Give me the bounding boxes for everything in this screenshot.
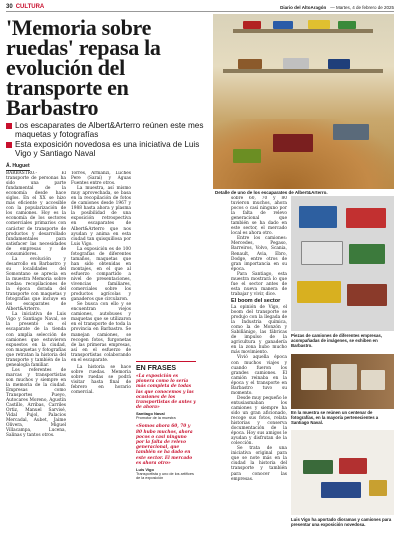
photo-caption: En la muestra se reúnen un centenar de fotografías, en la mayoría pertenecientes a Santiago Naval. (291, 410, 379, 425)
model-truck (347, 284, 387, 306)
subhead-text: Los escaparates de Albert&Arterro reúnen este mes maquetas y fotografías (15, 121, 204, 139)
subheads (6, 121, 206, 159)
paragraph: La historia se hace sobre ruedas. Memoria sobre ruedas se podrá visitar hasta final de febrero en horario comercial. (71, 364, 131, 396)
model-truck (238, 59, 262, 69)
truck-models-shelf-photo (291, 196, 394, 331)
issue-date: — Martes, 4 de febrero de 2025 (330, 4, 394, 10)
section-subtitle: El boom del sector (231, 297, 281, 304)
quote-author: Luis Vigo (136, 467, 154, 473)
model-truck (299, 206, 337, 228)
model-truck (303, 460, 333, 474)
model-truck (283, 58, 309, 69)
storefront-diorama-photo (213, 14, 394, 189)
paragraph: La exposición es de 100 fotografías de diferentes tamaños, maquetas que han sido obtenidas en montajes, en el que al esfuerzo compartido a nivel de presentaciones, vivencias familiares, comerciales sobre los productos agrícolas y ganaderos que circularon. (71, 246, 131, 303)
photo-caption: Luis Vigo ha aportado dioramas y camiones para presentar una exposición novedosa. (291, 517, 392, 527)
article-column-3 (231, 196, 287, 541)
byline: Á. Huguet (6, 163, 30, 169)
luis-vigo-dioramas-photo (291, 430, 394, 515)
paragraph: La opinión de Vigo, el boom del transporte se produjo con la llegada de la Industria química, como la de Monzón y Sabiñánigo, las fábricas de impulso de la agricultura y ganadería en la zona hubo mucho más movimiento. (231, 304, 287, 356)
paragraph: BARBASTRO.- El transporte de personas ha sido una parte fundamental de la economía desde hace siglos. En el XX se hizo más eficiente y accesible con la popularización de los camiones. Hoy es la economía de los sectores comerciales primarios con carácter de transporte de productos y desarrollado fundamentales para satisfacer las necesidades de empresas y de consumidores. (6, 171, 66, 257)
model-truck (328, 59, 350, 69)
article-column-1 (6, 171, 66, 536)
quote-role: Transportista y uno de los artífices de la exposición (136, 472, 194, 481)
quote-author: Santiago Naval (136, 411, 165, 417)
paragraph: Torres, Armanzi, Luches Pere (Saraí) y Aguas Fuentes entre otros. (71, 171, 131, 187)
paragraph: La evolución y desarrollo en Barbastro y su localidades del Somontano se aprecia en la muestra Memoria sobre ruedas: recopilaciones de la época dorada del transporte con maquetas y fotografías que incluye en los escaparates de Albert&Arterro. (6, 256, 66, 313)
shelf (223, 69, 383, 73)
bullet-square-icon (6, 142, 12, 148)
paragraph: sobre 60, 70 y 80 tuvieron muchos, ahora pocos o casi ninguno por la falta de relevo generacional que también se ha dado en este sector, el mercado local es ahora otro. (231, 196, 287, 237)
paragraph: Desde muy pequeño le entusiasmaban los camiones y siempre ha sido un gran aficionado, recoge sus fotos, relata historias y conserva documentación de la época. Hoy sus amigos le ayudan y disfrutan de la colección. (231, 395, 287, 447)
paragraph: Vivió aquella época con muchos viajes y cuando fueron los grandes camiones. El camión reinaba en la época y el transporte en Barbastro tuvo su momento. (231, 355, 287, 396)
model-truck (243, 21, 261, 29)
paragraph: Para Santiago, esta muestra mostrará lo que fue el sector antes de esta nueva manera de trabajar y vivir, dice. (231, 271, 287, 297)
framed-photo (301, 368, 327, 390)
model-truck (297, 281, 341, 303)
page-number: 30 (6, 4, 13, 10)
newspaper-name: Diario del AltoAragón (280, 4, 327, 10)
model-truck (273, 134, 313, 152)
subhead-text: Esta exposición novedosa es una iniciativa de Luis Vigo y Santiago Naval (15, 140, 200, 158)
model-truck (338, 21, 356, 29)
framed-photo (361, 370, 385, 390)
quotes-box (136, 361, 196, 523)
shelf (233, 29, 373, 33)
model-truck (349, 244, 385, 264)
quotes-title: EN FRASES (136, 365, 177, 372)
model-truck (321, 482, 361, 498)
photo-display-photo (291, 354, 394, 409)
framed-photo (331, 364, 357, 390)
paragraph: La iniciativa de Luis Vigo y Santiago Naval, se la presentó en el escaparate de la tienda con amplia selección de camiones que estuvieron expuestos en la ciudad, con maquetas y fotografías que retratan la historia del transporte y también de la genealogía familiar. (6, 312, 66, 368)
paragraph: Los referentes de marcas y transportistas son muchos y siempre en la memoria de la ciudad. Empresas como Transportes Pueyo, Autocares Moreno, Agustín Castillo, Arribas, Carriles Ortiz, Manuel Sarvisé, Vidal Pujol, Palacios Mercadal, Aubet, Jaime Olivera, Miguel Villacampa, Lucena, Salinas y tantos otros. (6, 367, 66, 439)
model-truck (369, 480, 387, 496)
model-truck (273, 21, 293, 29)
model-truck (339, 458, 367, 474)
bullet-square-icon (6, 123, 12, 129)
quote-role: Promotor de la muestra (136, 416, 176, 421)
subhead (6, 140, 206, 158)
paragraph: Se trata de una iniciativa original para que se note más en la ciudad la historia del transporte y también para conocer las empresas. (231, 446, 287, 482)
quote-text: «La exposición es pionera como lo sería más completa de todas las que conocemos y las ocasiones de los transportistas de antes y de ahora» (136, 374, 196, 411)
model-truck (346, 208, 386, 228)
quote-text: «Somos ahora 60, 70 y 80 hubo muchos, ahora pocos o casi ninguno por la falta de relevo generacional, que también se ha dado en este sector. El mercado es ahora otro» (136, 424, 193, 466)
photo-caption: Detalle de uno de los escaparates de Albert&Arterro. (215, 190, 328, 195)
article-column-2 (71, 171, 131, 531)
paragraph: Entre los camiones: Mercedes, Pegaso, Barreiros, Volvo, Scania, Renault, Avia, Ebro, Dodge, entre otros de gran importancia en su época. (231, 236, 287, 272)
subhead (6, 121, 206, 139)
model-truck (308, 20, 330, 29)
model-truck (333, 124, 369, 140)
paragraph: Se busca con ello y se encuentran viejos camiones, autobuses y maquetas que se utilizaron en el transporte de toda la provincia en Barbastro. Se manejan camiones, se recogen fotos, furgonetas de las primeras empresas, así en el esfuerzo de transportistas colaborando en el escaparate. (71, 302, 131, 363)
photo-caption: Piezas de camiones de diferentes empresas, acompañadas de imágenes, se exhiben en Barbastro. (291, 333, 382, 348)
paragraph: La muestra, así mismo muy aprovechada, se basa en la recopilación de fotos de camiones desde 1967 y 1988 hasta ahora y plasma la posibilidad de una exposición retrospectiva en escaparates de Albert&Arterro que nos ayudan y anima en esta ciudad tan quisquillosa por Luis Vigo. (71, 186, 131, 247)
page-header (6, 3, 394, 12)
headline: 'Memoria sobre ruedas' repasa la evolución del transporte en Barbastro (6, 15, 161, 120)
model-truck (233, 149, 261, 163)
section-label: CULTURA (15, 4, 45, 10)
model-truck (301, 241, 343, 265)
